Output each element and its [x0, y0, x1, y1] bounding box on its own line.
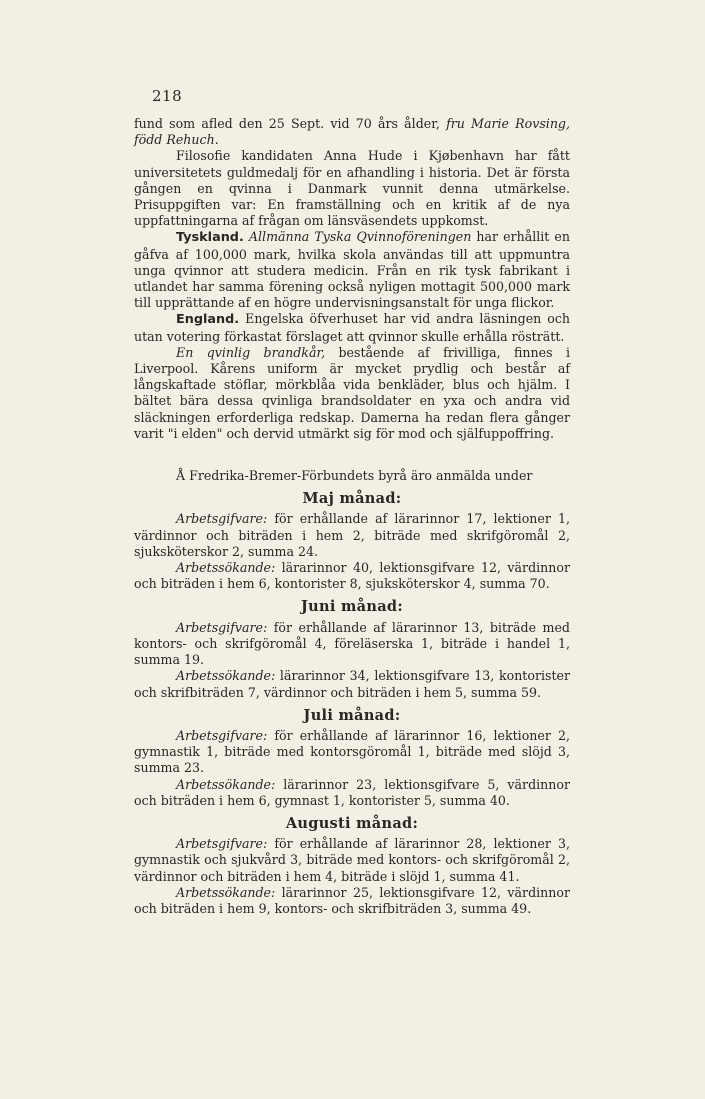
- section-spacer: [134, 442, 570, 468]
- job-seekers-label: Arbetssökande:: [176, 776, 276, 792]
- fire-brigade-paragraph: [134, 345, 570, 442]
- job-seekers-text: lärarinnor 34, lektionsgifvare 13, kontorister och skrifbiträden 7, värdinnor och biträden i hem 5, summa 59.: [134, 668, 570, 700]
- page-number: 218: [152, 87, 183, 105]
- germany-text: har erhållit en gåfva af 100,000 mark, hvilka skola användas till att uppmuntra unga qvinnor att studera medicin. Från en rik tysk fabrikant i utlandet har samma förening också nyligen mottagit 500,000 mark till upprättande af en högre undervisningsanstalt för unga flickor.: [134, 229, 570, 311]
- germany-paragraph: [134, 229, 570, 311]
- month-heading: Maj månad:: [302, 490, 402, 508]
- obituary-text: fund som afled den 25 Sept. vid 70 års ålder,: [134, 116, 447, 131]
- employers-text: för erhållande af lärarinnor 16, lektioner 2, gymnastik 1, biträde med kontorsgöromål 1, biträde med slöjd 3, summa 23.: [134, 727, 570, 776]
- country-heading-germany: Tyskland.: [176, 230, 244, 246]
- england-paragraph: [134, 311, 570, 344]
- bureau-intro: Å Fredrika-Bremer-Förbundets byrå äro anmälda under: [176, 468, 533, 484]
- employers-label: Arbetsgifvare:: [176, 511, 268, 527]
- month-heading: Augusti månad:: [285, 814, 419, 832]
- job-seekers-text: lärarinnor 25, lektionsgifvare 12, värdinnor och biträden i hem 9, kontors- och skrifbiträden 3, summa 49.: [134, 884, 570, 916]
- month-section-may: [134, 491, 570, 592]
- job-seekers-paragraph: [134, 777, 570, 809]
- employers-label: Arbetsgifvare:: [176, 836, 268, 852]
- employers-paragraph: [134, 728, 570, 777]
- job-seekers-paragraph: [134, 668, 570, 700]
- job-seekers-text: lärarinnor 23, lektionsgifvare 5, värdinnor och biträden i hem 6, gymnast 1, kontorister 5, summa 40.: [134, 776, 570, 808]
- month-heading: Juni månad:: [301, 598, 403, 616]
- month-section-august: [134, 816, 570, 917]
- fire-brigade-text: bestående af frivilliga, finnes i Liverpool. Kårens uniform är mycket prydlig och består af långskaftade stöflar, mörkblåa vida benkläder, blus och hjälm. I bältet bära dessa qvinliga brandsoldater en yxa och andra vid släckningen erforderliga redskap. Damerna ha redan flera gånger varit "i elden" och dervid utmärkt sig för mod och själfuppoffring.: [134, 344, 570, 441]
- job-seekers-label: Arbetssökande:: [176, 560, 276, 576]
- country-heading-england: England.: [176, 312, 240, 328]
- employers-text: för erhållande af lärarinnor 28, lektioner 3, gymnastik och sjukvård 3, biträde med kontors- och skrifgöromål 2, värdinnor och biträden i hem 4, biträde i slöjd 1, summa 41.: [134, 836, 570, 884]
- job-seekers-text: lärarinnor 40, lektionsgifvare 12, värdinnor och biträden i hem 6, kontorister 8, sjuksköterskor 4, summa 70.: [134, 560, 570, 592]
- fire-brigade-title: En qvinlig brandkår,: [176, 344, 326, 360]
- month-heading: Juli månad:: [303, 706, 401, 724]
- obituary-paragraph: [134, 116, 570, 148]
- employers-text: för erhållande af lärarinnor 17, lektioner 1, värdinnor och biträden i hem 2, biträde med skrifgöromål 2, sjuksköterskor 2, summa 24.: [134, 511, 570, 559]
- employers-paragraph: [134, 836, 570, 885]
- employers-paragraph: [134, 620, 570, 669]
- employers-text: för erhållande af lärarinnor 13, biträde med kontors- och skrifgöromål 4, föreläserska 1, biträde i handel 1, summa 19.: [134, 619, 570, 668]
- job-seekers-paragraph: [134, 885, 570, 917]
- employers-paragraph: [134, 511, 570, 560]
- employers-label: Arbetsgifvare:: [176, 727, 268, 743]
- job-seekers-paragraph: [134, 560, 570, 592]
- month-section-july: [134, 708, 570, 809]
- employers-label: Arbetsgifvare:: [176, 619, 268, 635]
- association-name: Allmänna Tyska Qvinnoföreningen: [248, 229, 472, 245]
- page-body: [134, 116, 570, 917]
- job-seekers-label: Arbetssökande:: [176, 884, 276, 900]
- england-text: Engelska öfverhuset har vid andra läsningen och utan votering förkastat förslaget att qvinnor skulle erhålla rösträtt.: [134, 311, 570, 344]
- month-section-june: [134, 599, 570, 700]
- obituary-name: fru Marie Rovsing, född Rehuch.: [134, 116, 570, 148]
- denmark-paragraph: Filosofie kandidaten Anna Hude i Kjøbenhavn har fått universitetets guldmedalj för en afhandling i historia. Det är första gången en qvinna i Danmark vunnit denna utmärkelse. Prisuppgiften var: En framställning och en kritik af de nya uppfattningarna af frågan om länsväsendets uppkomst.: [134, 148, 570, 229]
- job-seekers-label: Arbetssökande:: [176, 668, 276, 684]
